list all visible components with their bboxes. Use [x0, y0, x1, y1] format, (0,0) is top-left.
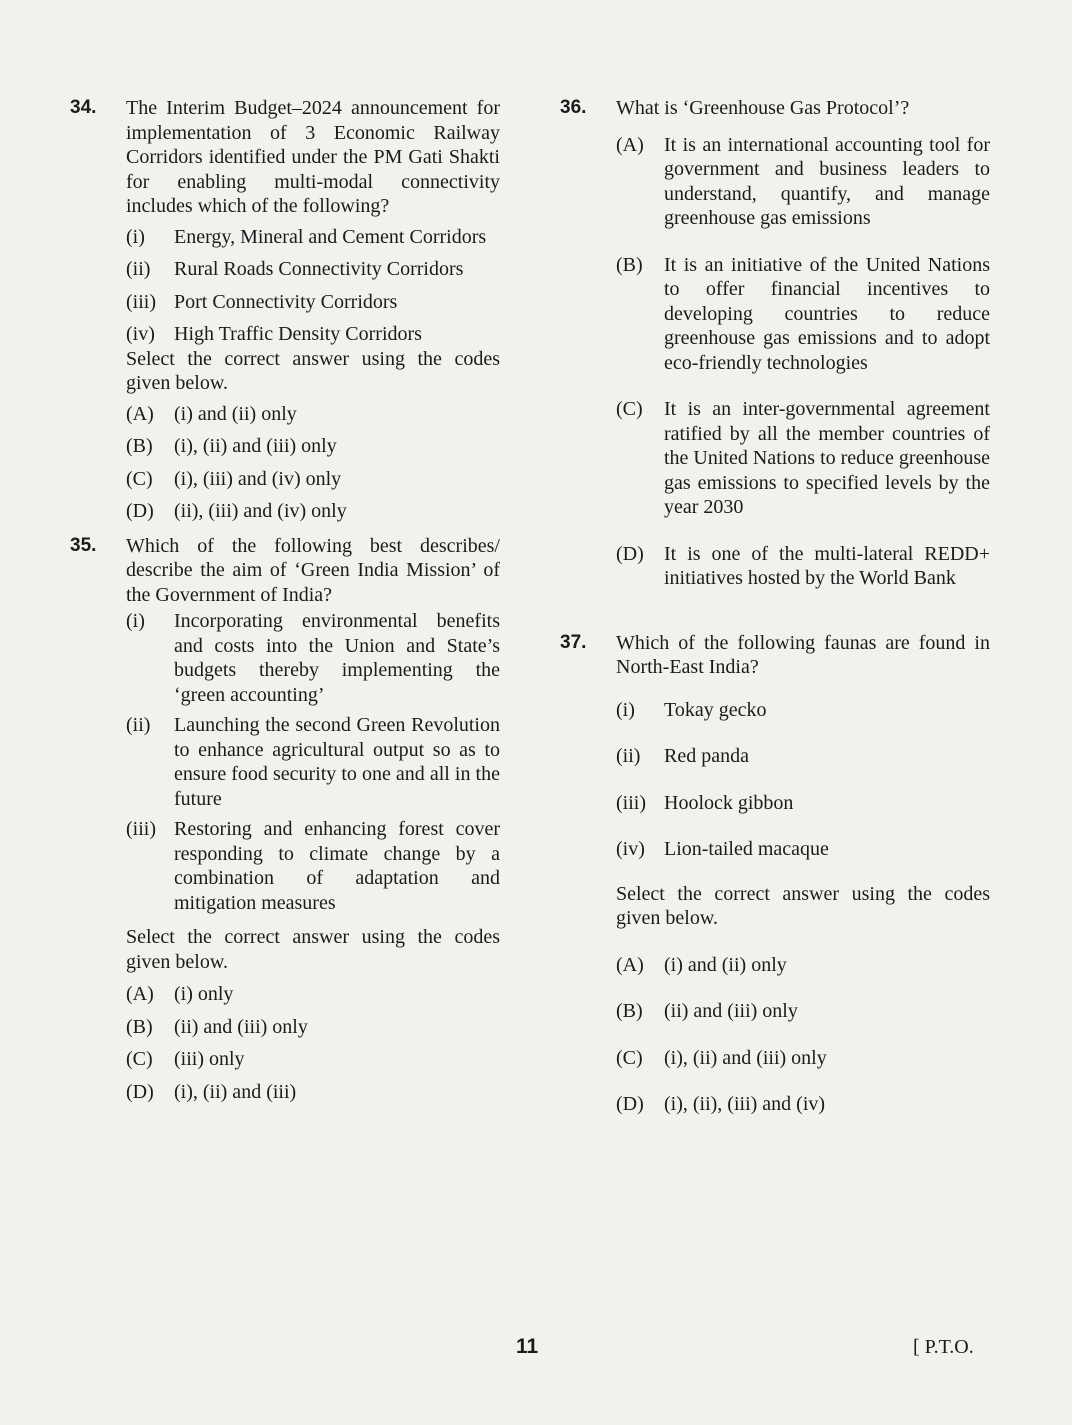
answer-option-a[interactable]: (A) (i) only	[126, 983, 234, 1005]
statement-item: (iv) High Traffic Density Corridors	[126, 323, 422, 345]
statement-item: (iv) Lion-tailed macaque	[616, 838, 829, 860]
question-text: Which of the following best describes/ describe the aim of ‘Green India Mission’ of the Government of India?	[126, 534, 500, 606]
question-text: Which of the following faunas are found in North-East India?	[616, 631, 990, 678]
statement-item: (i) Incorporating environmental benefits and costs into the Union and State’s budgets thereby implementing the ‘green accounting’	[126, 610, 500, 706]
answer-option-d[interactable]: (D) It is one of the multi-lateral REDD+ initiatives hosted by the World Bank	[616, 542, 990, 589]
statement-list	[616, 698, 990, 862]
left-column	[70, 96, 500, 1104]
page-number: 11	[516, 1335, 539, 1358]
statement-item: (iii) Hoolock gibbon	[616, 791, 794, 814]
answer-option-d[interactable]: (D) (ii), (iii) and (iv) only	[126, 500, 347, 522]
answer-option-a[interactable]: (A) It is an international accounting tool for government and business leaders to understand, quantify, and manage greenhouse gas emissions	[616, 133, 990, 229]
statement-item: (i) Energy, Mineral and Cement Corridors	[126, 225, 487, 248]
right-column	[560, 96, 990, 1117]
statement-item: (iii) Port Connectivity Corridors	[126, 290, 398, 313]
answer-options	[126, 982, 500, 1104]
answer-options	[126, 402, 500, 524]
answer-option-d[interactable]: (D) (i), (ii), (iii) and (iv)	[616, 1093, 826, 1115]
answer-option-d[interactable]: (D) (i), (ii) and (iii)	[126, 1080, 297, 1103]
answer-option-a[interactable]: (A) (i) and (ii) only	[616, 953, 787, 976]
question-number: 37.	[560, 631, 587, 653]
answer-option-b[interactable]: (B) It is an initiative of the United Nations to offer financial incentives to developing countries to reduce greenhouse gas emissions and to adopt eco-friendly technologies	[616, 253, 990, 374]
question-37	[560, 631, 990, 680]
answer-option-c[interactable]: (C) (i), (iii) and (iv) only	[126, 467, 342, 490]
statement-list	[126, 609, 500, 915]
instruction-text: Select the correct answer using the codes given below.	[126, 347, 500, 394]
statement-item: (ii) Launching the second Green Revolution to enhance agricultural output so as to ensure food security to one and all in the future	[126, 714, 500, 810]
answer-option-c[interactable]: (C) (i), (ii) and (iii) only	[616, 1046, 827, 1069]
statement-item: (i) Tokay gecko	[616, 698, 767, 721]
answer-option-c[interactable]: (C) (iii) only	[126, 1048, 245, 1070]
question-36	[560, 96, 990, 121]
pto-marker: [ P.T.O.	[913, 1336, 974, 1358]
instruction-text: Select the correct answer using the codes given below.	[126, 926, 500, 973]
instruction-text: Select the correct answer using the codes given below.	[616, 882, 990, 929]
answer-options	[616, 133, 990, 591]
statement-item: (iii) Restoring and enhancing forest cover responding to climate change by a combination of adaptation and mitigation measures	[126, 818, 500, 914]
answer-option-b[interactable]: (B) (ii) and (iii) only	[126, 1015, 308, 1038]
question-35	[70, 534, 500, 608]
statement-item: (ii) Red panda	[616, 745, 749, 767]
answer-option-a[interactable]: (A) (i) and (ii) only	[126, 402, 297, 425]
statement-list	[126, 225, 500, 347]
answer-option-b[interactable]: (B) (ii) and (iii) only	[616, 1000, 798, 1022]
question-34	[70, 96, 500, 219]
answer-options	[616, 953, 990, 1117]
question-text: What is ‘Greenhouse Gas Protocol’?	[616, 97, 910, 119]
question-text: The Interim Budget–2024 announcement for implementation of 3 Economic Railway Corridors identified under the PM Gati Shakti for enabling multi-modal connectivity includes which of the following?	[126, 97, 500, 217]
answer-option-b[interactable]: (B) (i), (ii) and (iii) only	[126, 435, 337, 457]
question-number: 34.	[70, 97, 97, 118]
question-number: 35.	[70, 534, 97, 556]
question-number: 36.	[560, 97, 587, 118]
answer-option-c[interactable]: (C) It is an inter-governmental agreement ratified by all the member countries of the United Nations to reduce greenhouse gas emissions to specified levels by the year 2030	[616, 398, 991, 518]
statement-item: (ii) Rural Roads Connectivity Corridors	[126, 258, 464, 280]
